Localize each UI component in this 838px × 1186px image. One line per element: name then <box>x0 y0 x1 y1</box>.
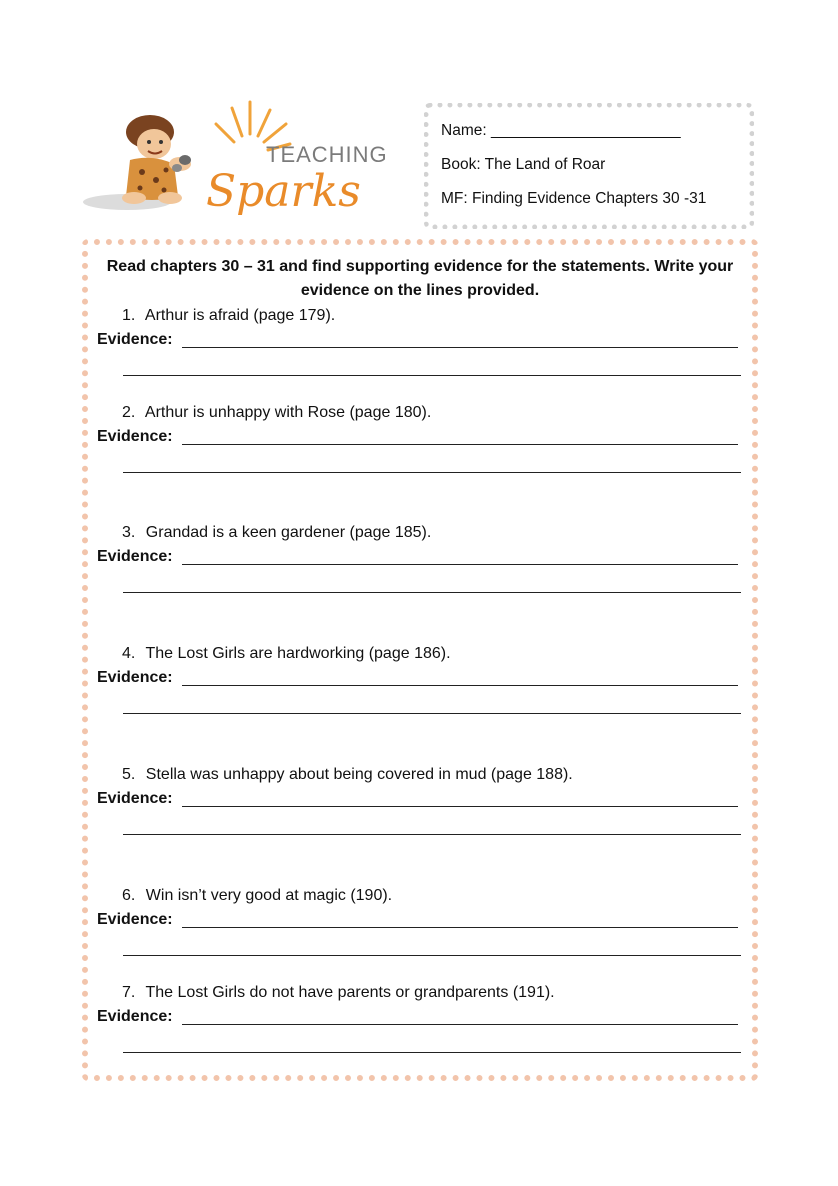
question-number: 1. <box>122 307 136 324</box>
caveman-icon <box>122 115 191 204</box>
evidence-line-2[interactable] <box>123 1052 741 1053</box>
question-text <box>122 765 573 785</box>
evidence-line-1[interactable] <box>182 927 738 928</box>
evidence-label: Evidence: <box>97 548 173 565</box>
evidence-line-1[interactable] <box>182 564 738 565</box>
question-text <box>122 983 555 1003</box>
question-statement: Arthur is afraid (page 179). <box>144 307 336 324</box>
question-statement: Grandad is a keen gardener (page 185). <box>145 524 432 541</box>
name-field[interactable]: Name: ______________________ <box>441 122 681 139</box>
teaching-sparks-logo <box>82 98 392 223</box>
evidence-label: Evidence: <box>97 669 173 686</box>
question-number: 7. <box>122 984 136 1001</box>
question-number: 2. <box>122 404 136 421</box>
question-number: 4. <box>122 645 136 662</box>
evidence-label: Evidence: <box>97 1008 173 1025</box>
question-number: 5. <box>122 766 136 783</box>
evidence-line-1[interactable] <box>182 347 738 348</box>
evidence-label: Evidence: <box>97 790 173 807</box>
question-number: 3. <box>122 524 136 541</box>
logo-sparks-text: Sparks <box>206 166 361 217</box>
evidence-line-2[interactable] <box>123 713 741 714</box>
evidence-line-1[interactable] <box>182 444 738 445</box>
evidence-line-2[interactable] <box>123 375 741 376</box>
evidence-label: Evidence: <box>97 911 173 928</box>
question-text <box>122 523 431 543</box>
question-text <box>122 403 431 423</box>
question-text <box>122 886 392 906</box>
instructions: Read chapters 30 – 31 and find supporting evidence for the statements. Write your evidence on the lines provided. <box>106 258 734 299</box>
logo-teaching-text: TEACHING <box>266 142 388 167</box>
evidence-label: Evidence: <box>97 331 173 348</box>
question-text <box>122 306 335 326</box>
evidence-line-2[interactable] <box>123 592 741 593</box>
evidence-line-1[interactable] <box>182 685 738 686</box>
evidence-line-2[interactable] <box>123 955 741 956</box>
question-statement: Stella was unhappy about being covered in mud (page 188). <box>145 766 573 783</box>
logo-graphic <box>82 98 392 223</box>
evidence-line-2[interactable] <box>123 472 741 473</box>
question-statement: Arthur is unhappy with Rose (page 180). <box>144 404 432 421</box>
question-statement: The Lost Girls are hardworking (page 186). <box>145 645 451 662</box>
worksheet-title: MF: Finding Evidence Chapters 30 -31 <box>441 190 707 207</box>
worksheet-panel <box>82 239 758 1081</box>
question-statement: Win isn’t very good at magic (190). <box>145 887 393 904</box>
question-number: 6. <box>122 887 136 904</box>
student-info-box <box>424 103 754 229</box>
book-title: Book: The Land of Roar <box>441 156 606 173</box>
question-text <box>122 644 451 664</box>
question-statement: The Lost Girls do not have parents or grandparents (191). <box>145 984 555 1001</box>
evidence-line-1[interactable] <box>182 806 738 807</box>
evidence-line-2[interactable] <box>123 834 741 835</box>
evidence-line-1[interactable] <box>182 1024 738 1025</box>
evidence-label: Evidence: <box>97 428 173 445</box>
